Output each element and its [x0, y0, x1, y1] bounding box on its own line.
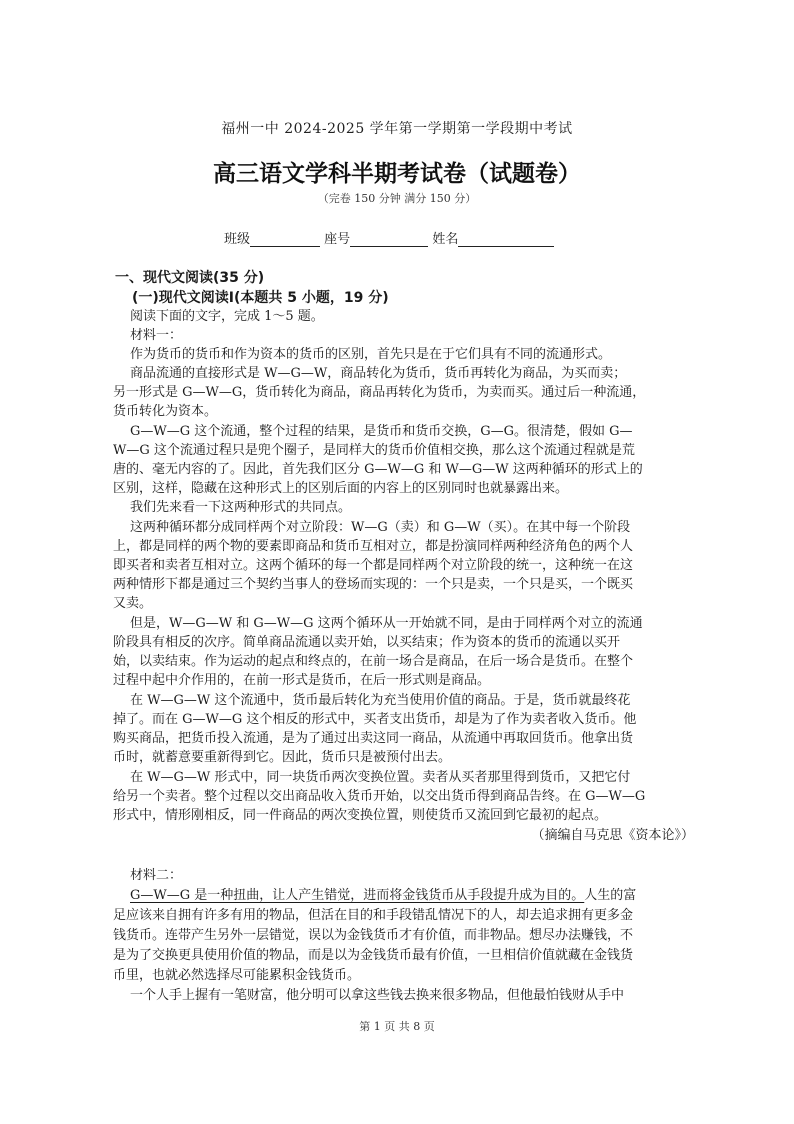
material2-label: 材料二：	[130, 868, 183, 883]
paragraph-line: 区别，这样，隐藏在这种形式上的区别后面的内容上的区别同时也就暴露出来。	[113, 481, 569, 496]
class-label: 班级	[224, 232, 251, 247]
paragraph-line: 但是，W—G—W 和 G—W—G 这两个循环从一开始就不同，是由于同样两个对立的流通	[130, 616, 643, 631]
paragraph-line: 过程中起中介作用的，在前一形式是货币，在后一形式则是商品。	[113, 673, 491, 688]
source-citation: （摘编自马克思《资本论》）	[531, 828, 694, 843]
paragraph-line: 商品流通的直接形式是 W—G—W，商品转化为货币，货币再转化为商品，为买而卖；	[130, 366, 627, 381]
student-info-fields	[224, 228, 554, 247]
seat-blank[interactable]	[350, 232, 428, 247]
paragraph-line: G—W—G 这个流通，整个过程的结果，是货币和货币交换，G—G。很清楚，假如 G—	[130, 424, 633, 439]
paragraph-line: 形式中，情形刚相反，同一件商品的两次变换位置，则使货币又流回到它最初的起点。	[113, 808, 608, 823]
paragraph-line: 作为货币的货币和作为资本的货币的区别，首先只是在于它们具有不同的流通形式。	[130, 347, 612, 362]
seat-label: 座号	[324, 232, 351, 247]
section-subheading: (一)现代文阅读Ⅰ(本题共 5 小题，19 分)	[132, 290, 389, 306]
page-title: 高三语文学科半期考试卷（试题卷）	[213, 161, 581, 187]
material2-first-line	[130, 888, 636, 904]
paragraph-line: 另一形式是 G—W—G，货币转化为商品，商品再转化为货币，为卖而买。通过后一种流通，	[113, 385, 646, 400]
first-line-rest: 人生的富	[584, 888, 637, 903]
instruction-text: 阅读下面的文字，完成 1～5 题。	[130, 309, 324, 324]
paragraph-line: 是为了交换更具使用价值的物品，而是以为金钱货币最有价值，一旦相信价值就藏在金钱货	[113, 948, 634, 963]
paragraph-line: 两种情形下都是通过三个契约当事人的登场而实现的：一个只是卖，一个只是买，一个既买	[113, 577, 634, 592]
exam-name: 福州一中 2024-2025 学年第一学期第一学段期中考试	[221, 121, 573, 137]
paragraph-line: 币时，就蓄意要重新得到它。因此，货币只是被预付出去。	[113, 750, 452, 765]
page-footer: 第 1 页 共 8 页	[359, 1020, 435, 1033]
paragraph-line: 始，以卖结束。作为运动的起点和终点的，在前一场合是商品，在后一场合是货币。在整个	[113, 654, 634, 669]
underlined-sentence: G—W—G 是一种扭曲，让人产生错觉，进而将金钱货币从手段提升成为目的。	[130, 888, 585, 903]
material1-label: 材料一：	[130, 328, 183, 343]
paragraph-line: 即买者和卖者互相对立。这两个循环的每一个都是同样两个对立阶段的统一，这种统一在这	[113, 558, 634, 573]
paragraph-line: 足应该来自拥有许多有用的物品，但活在目的和手段错乱情况下的人，却去追求拥有更多金	[113, 908, 634, 923]
paragraph-line: 货币转化为资本。	[113, 404, 218, 419]
exam-subtitle: （完卷 150 分钟 满分 150 分）	[317, 192, 477, 205]
paragraph-line: 钱货币。连带产生另外一层错觉，误以为金钱货币才有价值，而非物品。想尽办法赚钱，不	[113, 928, 634, 943]
paragraph-line: 购买商品，把货币投入流通，是为了通过出卖这同一商品，从流通中再取回货币。他拿出货	[113, 731, 634, 746]
section-heading: 一、现代文阅读(35 分)	[115, 270, 265, 286]
name-blank[interactable]	[458, 232, 554, 247]
paragraph-line: 我们先来看一下这两种形式的共同点。	[130, 500, 352, 515]
paragraph-line: W—G 这个流通过程只是兜个圈子，是同样大的货币价值相交换，那么这个流通过程就是荒	[113, 443, 635, 458]
paragraph-line: 阶段具有相反的次序。简单商品流通以卖开始，以买结束；作为资本的货币的流通以买开	[113, 635, 621, 650]
paragraph-line: 掉了。而在 G—W—G 这个相反的形式中，买者支出货币，却是为了作为卖者收入货币。他	[113, 712, 637, 727]
paragraph-line: 在 W—G—W 形式中，同一块货币两次变换位置。卖者从买者那里得到货币，又把它付	[130, 770, 631, 785]
paragraph-line: 唐的、毫无内容的了。因此，首先我们区分 G—W—G 和 W—G—W 这两种循环的形式上的	[113, 462, 643, 477]
paragraph-line: 上，都是同样的两个物的要素即商品和货币互相对立，都是扮演同样两种经济角色的两个人	[113, 539, 634, 554]
paragraph-line: 在 W—G—W 这个流通中，货币最后转化为充当使用价值的商品。于是，货币就最终花	[130, 693, 631, 708]
paragraph-line: 这两种循环都分成同样两个对立阶段：W—G（卖）和 G—W（买）。在其中每一个阶段	[130, 520, 631, 535]
paragraph-line: 币里，也就必然选择尽可能累积金钱货币。	[113, 968, 361, 983]
name-label: 姓名	[432, 232, 459, 247]
paragraph-line: 又卖。	[113, 596, 153, 611]
paragraph-line: 给另一个卖者。整个过程以交出商品收入货币开始，以交出货币得到商品告终。在 G—W—G	[113, 789, 646, 804]
class-blank[interactable]	[250, 232, 320, 247]
paragraph-line: 一个人手上握有一笔财富，他分明可以拿这些钱去换来很多物品，但他最怕钱财从手中	[130, 988, 625, 1003]
